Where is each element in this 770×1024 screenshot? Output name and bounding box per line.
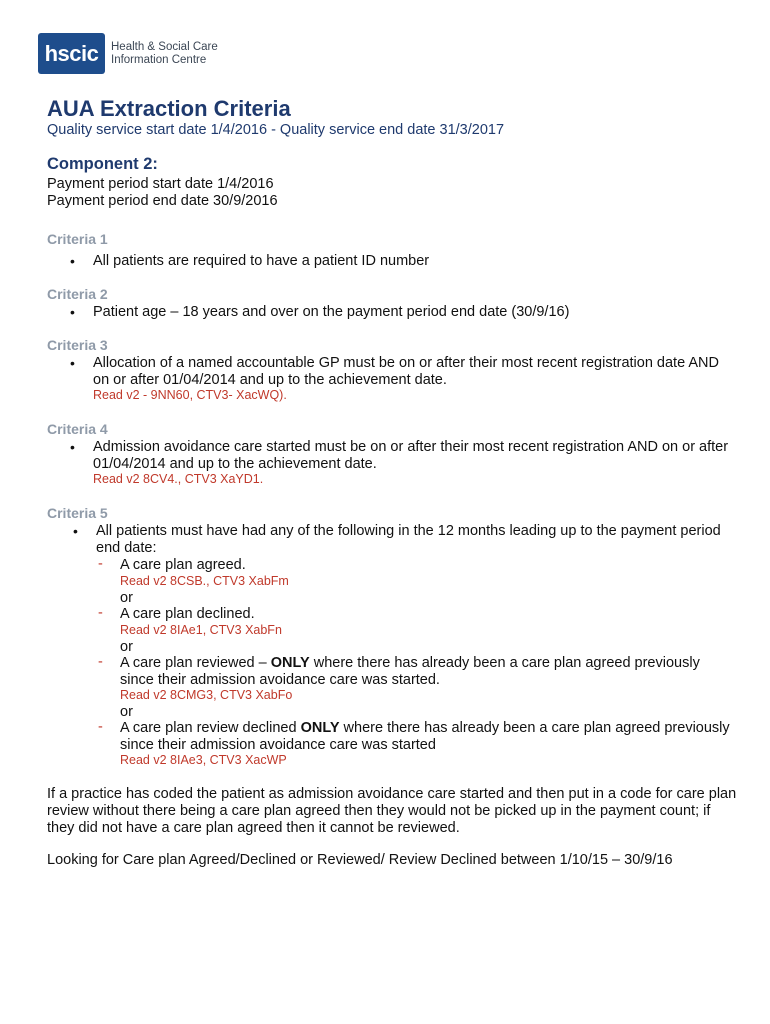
care-plan-declined-item [98, 605, 730, 623]
dash-icon: - [98, 556, 103, 572]
criteria-3-code: Read v2 - 9NN60, CTV3- XacWQ). [93, 388, 287, 402]
criteria-4-label: Criteria 4 [47, 421, 108, 437]
criteria-5-item [73, 523, 736, 557]
care-plan-declined-code: Read v2 8IAe1, CTV3 XabFn [120, 623, 282, 637]
bullet-icon: • [70, 439, 75, 455]
logo-mark: hscic [38, 33, 105, 74]
logo-text [111, 41, 218, 67]
criteria-4-item [70, 439, 733, 473]
care-plan-agreed-text: A care plan agreed. [120, 557, 246, 573]
care-plan-declined-text: A care plan declined. [120, 606, 255, 622]
criteria-1-item [70, 253, 733, 270]
criteria-2-item [70, 304, 733, 321]
hscic-logo [38, 33, 218, 74]
criteria-2-text: Patient age – 18 years and over on the payment period end date (30/9/16) [93, 304, 570, 320]
care-plan-reviewed-emphasis: ONLY [270, 655, 310, 671]
payment-period-end: Payment period end date 30/9/2016 [47, 193, 278, 209]
page-title: AUA Extraction Criteria [47, 96, 291, 121]
bullet-icon: • [70, 355, 75, 371]
or-separator: or [120, 590, 133, 606]
component-heading: Component 2: [47, 155, 158, 173]
criteria-5-text: All patients must have had any of the following in the 12 months leading up to the payment period end date: [96, 523, 721, 556]
or-separator: or [120, 704, 133, 720]
care-plan-reviewed-text-post: where there has already been a care plan agreed previously since their admission avoidance care was started. [120, 655, 700, 688]
care-plan-review-declined-text-pre: A care plan review declined [120, 720, 301, 736]
care-plan-agreed-code: Read v2 8CSB., CTV3 XabFm [120, 574, 289, 588]
care-plan-agreed-item [98, 556, 730, 574]
dash-icon: - [98, 605, 103, 621]
criteria-3-text: Allocation of a named accountable GP must be on or after their most recent registration date AND on or after 01/04/2014 and up to the achievement date. [93, 355, 719, 388]
criteria-1-text: All patients are required to have a patient ID number [93, 253, 430, 269]
logo-line-1: Health & Social Care [111, 40, 218, 53]
bullet-icon: • [70, 253, 75, 269]
criteria-5-label: Criteria 5 [47, 505, 108, 521]
care-plan-reviewed-text-pre: A care plan reviewed – [120, 655, 271, 671]
criteria-3-item [70, 355, 733, 389]
criteria-4-code: Read v2 8CV4., CTV3 XaYD1. [93, 472, 264, 486]
care-plan-review-declined-code: Read v2 8IAe3, CTV3 XacWP [120, 753, 287, 767]
explanation-paragraph: If a practice has coded the patient as admission avoidance care started and then put in a code for care plan review without there being a care plan agreed then they would not be picked up in the payment count; if they did not have a care plan agreed then it cannot be reviewed. [47, 786, 737, 836]
bullet-icon: • [73, 523, 78, 539]
criteria-4-text: Admission avoidance care started must be on or after their most recent registration AND on or after 01/04/2014 and up to the achievement date. [93, 439, 729, 472]
page-subtitle: Quality service start date 1/4/2016 - Quality service end date 31/3/2017 [47, 122, 505, 138]
criteria-3-label: Criteria 3 [47, 337, 108, 353]
criteria-2-label: Criteria 2 [47, 286, 108, 302]
or-separator: or [120, 639, 133, 655]
bullet-icon: • [70, 304, 75, 320]
care-plan-review-declined-item [98, 719, 730, 754]
logo-line-2: Information Centre [111, 53, 207, 66]
care-plan-review-declined-emphasis: ONLY [300, 720, 340, 736]
care-plan-reviewed-item [98, 654, 730, 689]
date-range-paragraph: Looking for Care plan Agreed/Declined or Reviewed/ Review Declined between 1/10/15 – 30/9/16 [47, 852, 673, 868]
dash-icon: - [98, 654, 103, 670]
criteria-1-label: Criteria 1 [47, 231, 108, 247]
care-plan-review-declined-text-post: where there has already been a care plan agreed previously since their admission avoidance care was started [120, 720, 730, 753]
payment-period-start: Payment period start date 1/4/2016 [47, 176, 274, 192]
dash-icon: - [98, 719, 103, 735]
care-plan-reviewed-code: Read v2 8CMG3, CTV3 XabFo [120, 688, 293, 702]
